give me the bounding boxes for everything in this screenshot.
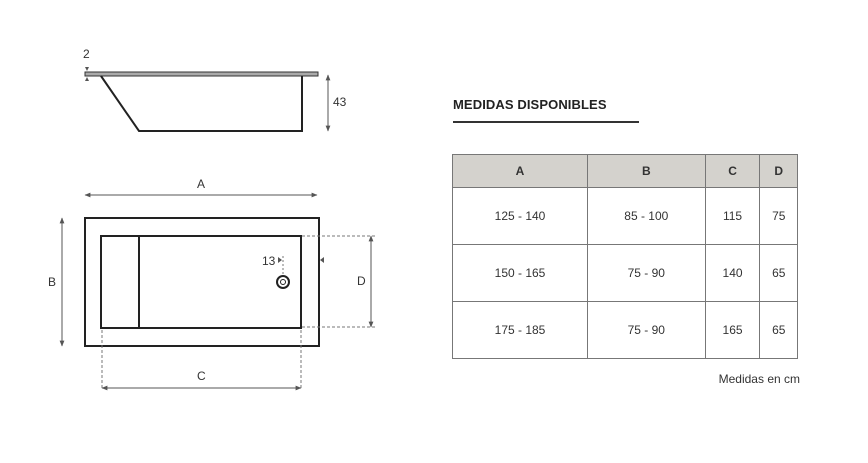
- header-b: B: [588, 155, 706, 188]
- section-title: MEDIDAS DISPONIBLES: [453, 97, 607, 112]
- drain-offset-label: 13: [262, 254, 276, 268]
- drain-offset-arrow: [278, 257, 282, 263]
- cell-b: 75 - 90: [588, 302, 706, 359]
- header-a: A: [453, 155, 588, 188]
- side-indicator-arrow: [320, 257, 324, 263]
- cell-c: 165: [705, 302, 760, 359]
- table-row: [453, 245, 798, 302]
- rim: [85, 72, 318, 76]
- cell-b: 75 - 90: [588, 245, 706, 302]
- table-header-row: [453, 155, 798, 188]
- tub-profile: [101, 76, 302, 131]
- cell-c: 115: [705, 188, 760, 245]
- tub-outer-rim: [85, 218, 319, 346]
- tub-inner-basin: [101, 236, 301, 328]
- side-view: [83, 47, 347, 131]
- cell-d: 65: [760, 245, 798, 302]
- rim-thickness-label: 2: [83, 47, 90, 61]
- dim-c-label: C: [197, 369, 206, 383]
- dim-a-label: A: [197, 177, 206, 191]
- cell-a: 125 - 140: [453, 188, 588, 245]
- cell-a: 150 - 165: [453, 245, 588, 302]
- header-d: D: [760, 155, 798, 188]
- cell-c: 140: [705, 245, 760, 302]
- cell-d: 75: [760, 188, 798, 245]
- cell-a: 175 - 185: [453, 302, 588, 359]
- dim-d-label: D: [357, 274, 366, 288]
- drain-center: [281, 280, 286, 285]
- height-label: 43: [333, 95, 347, 109]
- drain-icon: [277, 276, 289, 288]
- dimensions-table: [452, 154, 798, 359]
- cell-b: 85 - 100: [588, 188, 706, 245]
- cell-d: 65: [760, 302, 798, 359]
- table-row: [453, 302, 798, 359]
- title-underline: [453, 121, 639, 123]
- top-view: [48, 177, 375, 390]
- dim-b-label: B: [48, 275, 57, 289]
- table-row: [453, 188, 798, 245]
- header-c: C: [705, 155, 760, 188]
- units-note: Medidas en cm: [718, 372, 800, 386]
